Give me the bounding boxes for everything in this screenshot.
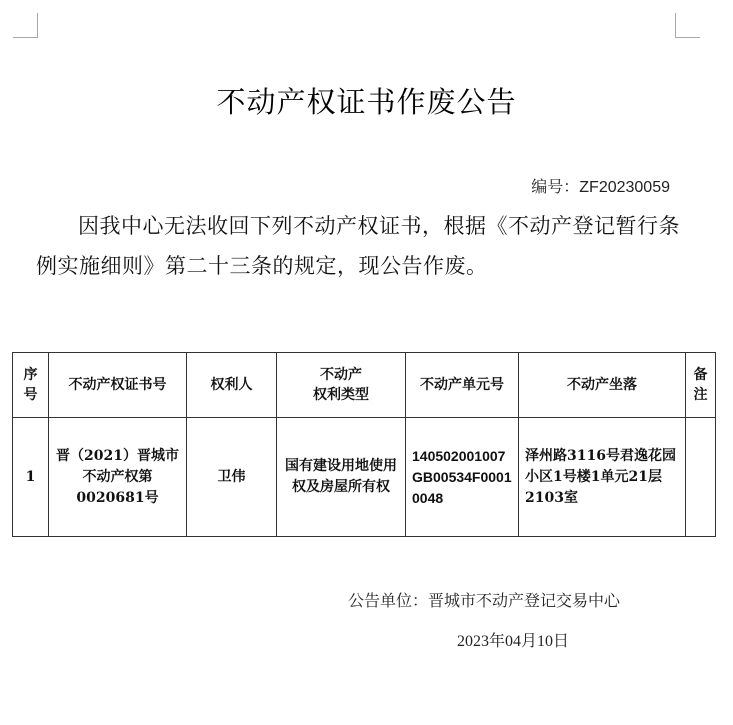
certificate-table (12, 352, 716, 537)
cell-cert-no: 晋（2021）晋城市不动产权第0020681号 (49, 418, 187, 537)
page-corner-mark-top-right (675, 13, 700, 38)
cell-holder: 卫伟 (187, 418, 277, 537)
cell-remark (686, 418, 716, 537)
cell-location: 泽州路3116号君逸花园小区1号楼1单元21层2103室 (519, 418, 686, 537)
document-number (531, 174, 670, 197)
header-right-type-line1: 不动产 (320, 367, 362, 383)
cell-unit-no: 140502001007GB00534F00010048 (406, 418, 519, 537)
issue-date: 2023年04月10日 (457, 633, 570, 650)
document-number-value: ZF20230059 (579, 179, 670, 196)
table-row (13, 418, 716, 537)
cell-right-type: 国有建设用地使用权及房屋所有权 (277, 418, 406, 537)
document-number-label: 编号： (531, 177, 580, 196)
issuing-unit: 公告单位：晋城市不动产登记交易中心 (348, 591, 621, 610)
cell-seq: 1 (13, 418, 49, 537)
page-title: 不动产权证书作废公告 (216, 85, 517, 119)
header-holder: 权利人 (187, 353, 277, 418)
page-corner-mark-top-left (13, 13, 38, 38)
header-location: 不动产坐落 (519, 353, 686, 418)
table-header-row (13, 353, 716, 418)
header-right-type-line2: 权利类型 (313, 387, 369, 403)
header-right-type (277, 353, 406, 418)
header-cert-no: 不动产权证书号 (49, 353, 187, 418)
header-unit-no: 不动产单元号 (406, 353, 519, 418)
header-remark: 备注 (686, 353, 716, 418)
header-seq: 序号 (13, 353, 49, 418)
announcement-body: 因我中心无法收回下列不动产权证书，根据《不动产登记暂行条例实施细则》第二十三条的规定，现公告作废。 (36, 214, 680, 278)
